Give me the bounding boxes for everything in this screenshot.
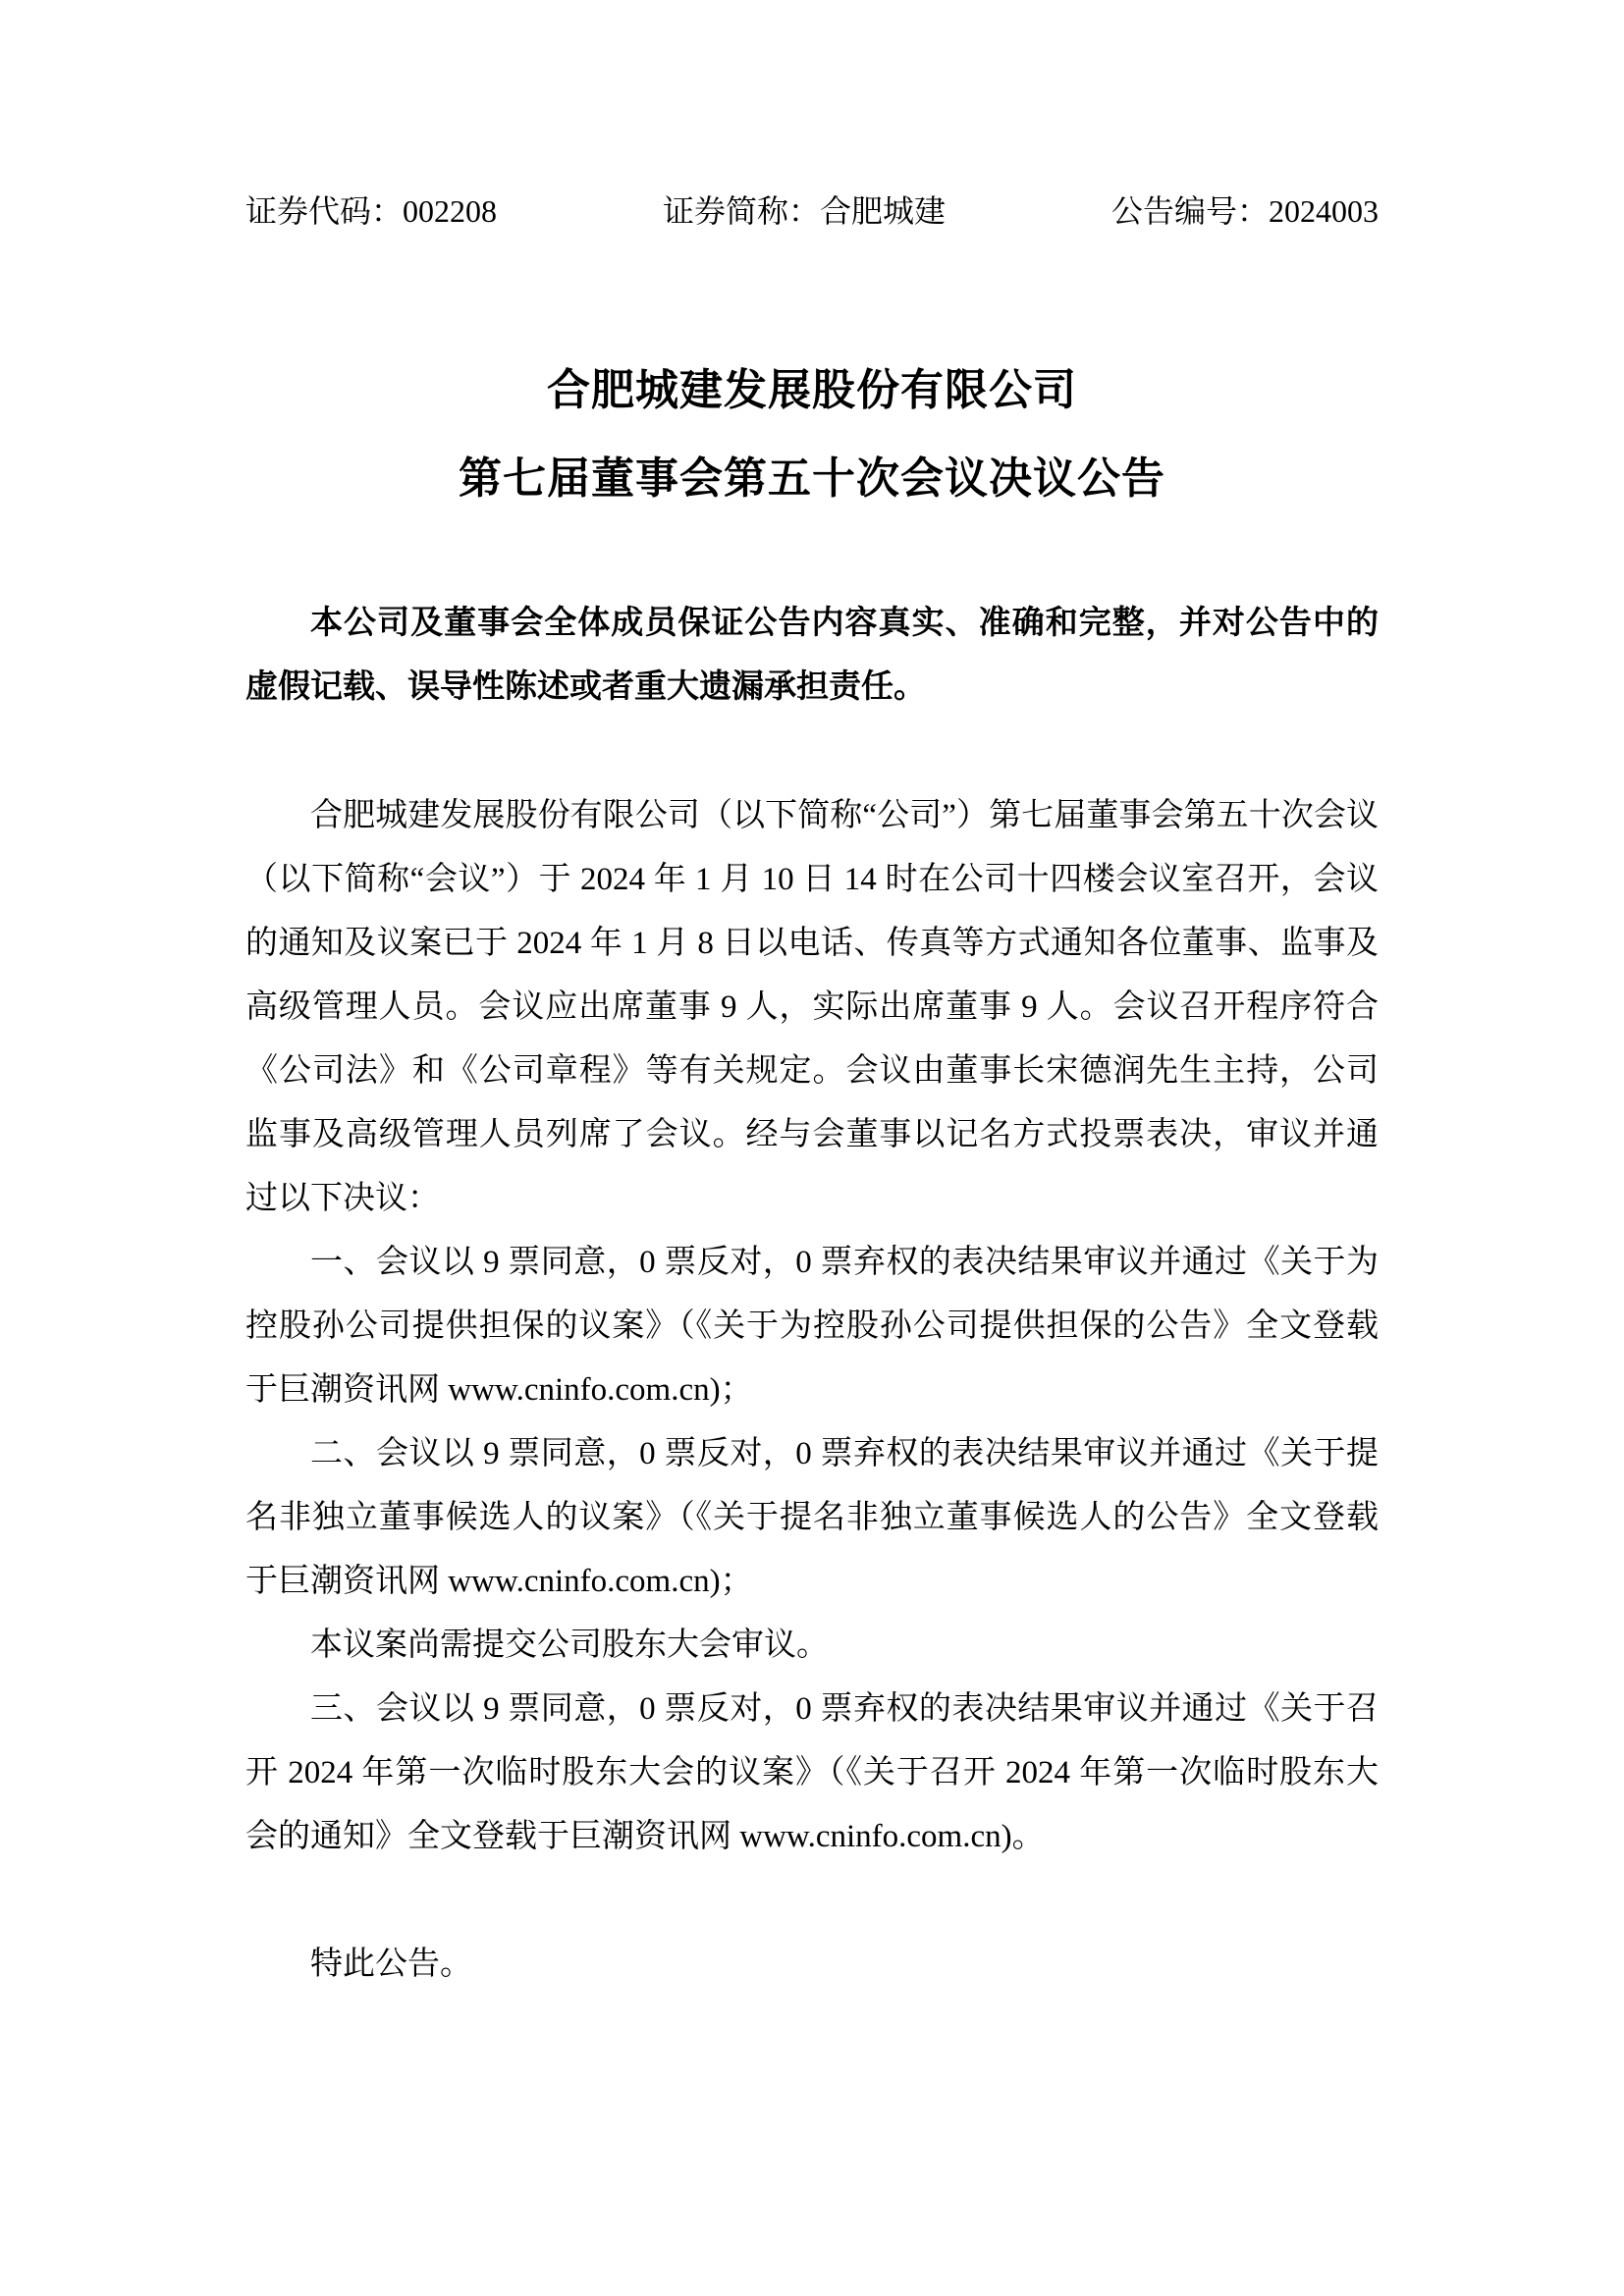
paragraph-meeting-info: 合肥城建发展股份有限公司（以下简称“公司”）第七届董事会第五十次会议（以下简称“会议”）于 2024 年 1 月 10 日 14 时在公司十四楼会议室召开，会议的通知及议案已于 2024 年 1 月 8 日以电话、传真等方式通知各位董事、监事及高级管理人员。会议应出席董事 9 人，实际出席董事 9 人。会议召开程序符合《公司法》和《公司章程》等有关规定。会议由董事长宋德润先生主持，公司监事及高级管理人员列席了会议。经与会董事以记名方式投票表决，审议并通过以下决议： [245,798,1379,1216]
title-block [245,347,1379,523]
document-header [245,191,1379,231]
paragraph-resolution-3: 三、会议以 9 票同意，0 票反对，0 票弃权的表决结果审议并通过《关于召开 2024 年第一次临时股东大会的议案》（《关于召开 2024 年第一次临时股东大会的通知》全文登载于巨潮资讯网 www.cninfo.com.cn)。 [245,1691,1379,1854]
stock-short-name: 证券简称：合肥城建 [662,193,946,229]
closing-statement: 特此公告。 [310,1947,472,1982]
announcement-number: 公告编号：2024003 [1110,193,1379,229]
disclaimer-paragraph: 本公司及董事会全体成员保证公告内容真实、准确和完整，并对公告中的虚假记载、误导性陈述或者重大遗漏承担责任。 [245,606,1379,705]
paragraph-shareholder-review-note: 本议案尚需提交公司股东大会审议。 [310,1628,829,1663]
company-name-title: 合肥城建发展股份有限公司 [547,366,1077,414]
paragraph-resolution-1: 一、会议以 9 票同意，0 票反对，0 票弃权的表决结果审议并通过《关于为控股孙公司提供担保的议案》（《关于为控股孙公司提供担保的公告》全文登载于巨潮资讯网 www.cninfo.com.cn)； [245,1245,1379,1408]
stock-code: 证券代码：002208 [245,193,498,229]
document-title: 第七届董事会第五十次会议决议公告 [459,454,1165,503]
paragraph-resolution-2: 二、会议以 9 票同意，0 票反对，0 票弃权的表决结果审议并通过《关于提名非独立董事候选人的议案》（《关于提名非独立董事候选人的公告》全文登载于巨潮资讯网 www.cninfo.com.cn)； [245,1436,1379,1599]
